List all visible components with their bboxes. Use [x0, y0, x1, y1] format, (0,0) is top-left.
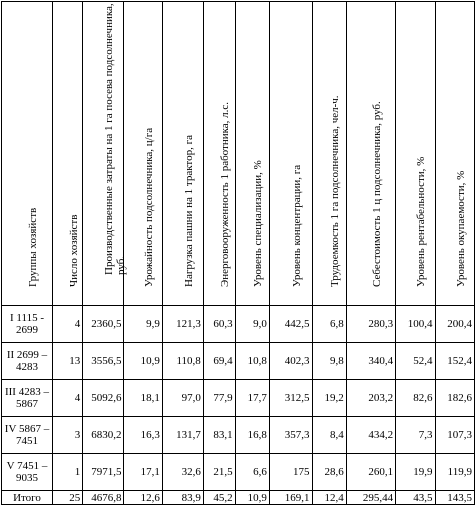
table-cell: 9,9 [124, 306, 162, 343]
header-production-costs: Производственные затраты на 1 га посева подсолнечника, руб. [83, 2, 124, 306]
group-cell: V 7451 – 9035 [2, 454, 53, 491]
table-cell: 19,9 [396, 454, 435, 491]
table-cell: 16,8 [235, 417, 269, 454]
table-cell: 7971,5 [83, 454, 124, 491]
table-cell: 107,3 [435, 417, 475, 454]
table-cell: 121,3 [162, 306, 203, 343]
table-row [2, 343, 475, 380]
table-cell: 6,6 [235, 454, 269, 491]
table-cell: 312,5 [269, 380, 312, 417]
table-cell: 119,9 [435, 454, 475, 491]
table-cell: 13 [52, 343, 82, 380]
table-row [2, 454, 475, 491]
group-cell: IV 5867 – 7451 [2, 417, 53, 454]
table-cell: 17,1 [124, 454, 162, 491]
header-yield: Урожайность подсолнечника, ц/га [124, 2, 162, 306]
table-cell: 52,4 [396, 343, 435, 380]
table-cell: 4 [52, 380, 82, 417]
table-cell: 9,8 [312, 343, 346, 380]
table-cell: 16,3 [124, 417, 162, 454]
table-cell: 442,5 [269, 306, 312, 343]
total-cell: 10,9 [235, 491, 269, 505]
table-cell: 110,8 [162, 343, 203, 380]
total-cell: 25 [52, 491, 82, 505]
total-cell: 12,6 [124, 491, 162, 505]
table-cell: 83,1 [203, 417, 235, 454]
table-cell: 1 [52, 454, 82, 491]
table-cell: 60,3 [203, 306, 235, 343]
header-cost-price: Себестоимость 1 ц подсолнечника, руб. [346, 2, 395, 306]
table-cell: 28,6 [312, 454, 346, 491]
header-profitability: Уровень рентабельности, % [396, 2, 435, 306]
table-cell: 19,2 [312, 380, 346, 417]
table-cell: 7,3 [396, 417, 435, 454]
total-cell: 143,5 [435, 491, 475, 505]
table-row [2, 380, 475, 417]
table-cell: 260,1 [346, 454, 395, 491]
farm-groups-table [1, 1, 475, 505]
header-labor-intensity: Трудоемкость 1 га подсолнечника, чел-ч. [312, 2, 346, 306]
table-cell: 357,3 [269, 417, 312, 454]
header-concentration: Уровень концентрации, га [269, 2, 312, 306]
header-payback: Уровень окупаемости, % [435, 2, 475, 306]
header-power-per-worker: Энерговооруженность 1 работника, л.с. [203, 2, 235, 306]
table-cell: 100,4 [396, 306, 435, 343]
table-cell: 152,4 [435, 343, 475, 380]
table-cell: 434,2 [346, 417, 395, 454]
total-cell: 169,1 [269, 491, 312, 505]
table-cell: 182,6 [435, 380, 475, 417]
total-cell: 83,9 [162, 491, 203, 505]
group-cell: III 4283 – 5867 [2, 380, 53, 417]
table-cell: 3556,5 [83, 343, 124, 380]
table-cell: 5092,6 [83, 380, 124, 417]
table-cell: 131,7 [162, 417, 203, 454]
table-cell: 10,8 [235, 343, 269, 380]
header-specialization: Уровень специализации, % [235, 2, 269, 306]
total-cell: 43,5 [396, 491, 435, 505]
table-cell: 21,5 [203, 454, 235, 491]
table-cell: 340,4 [346, 343, 395, 380]
table-cell: 2360,5 [83, 306, 124, 343]
header-tractor-load: Нагрузка пашни на 1 трактор, га [162, 2, 203, 306]
group-cell: II 2699 – 4283 [2, 343, 53, 380]
table-cell: 4 [52, 306, 82, 343]
table-cell: 18,1 [124, 380, 162, 417]
table-cell: 6830,2 [83, 417, 124, 454]
table-cell: 280,3 [346, 306, 395, 343]
group-cell: I 1115 - 2699 [2, 306, 53, 343]
header-row [2, 2, 475, 306]
table-cell: 9,0 [235, 306, 269, 343]
table-cell: 32,6 [162, 454, 203, 491]
total-cell: 12,4 [312, 491, 346, 505]
table-cell: 10,9 [124, 343, 162, 380]
total-cell: 45,2 [203, 491, 235, 505]
header-farm-count: Число хозяйств [52, 2, 82, 306]
table-cell: 8,4 [312, 417, 346, 454]
table-cell: 6,8 [312, 306, 346, 343]
table-cell: 97,0 [162, 380, 203, 417]
table-cell: 69,4 [203, 343, 235, 380]
table-cell: 200,4 [435, 306, 475, 343]
table-cell: 175 [269, 454, 312, 491]
total-cell: 295,44 [346, 491, 395, 505]
table-cell: 203,2 [346, 380, 395, 417]
table-row [2, 417, 475, 454]
total-row [2, 491, 475, 505]
table-row [2, 306, 475, 343]
table-cell: 402,3 [269, 343, 312, 380]
header-groups: Группы хозяйств [2, 2, 53, 306]
total-cell: 4676,8 [83, 491, 124, 505]
table-cell: 17,7 [235, 380, 269, 417]
table-cell: 82,6 [396, 380, 435, 417]
table-cell: 77,9 [203, 380, 235, 417]
table-cell: 3 [52, 417, 82, 454]
total-label: Итого [2, 491, 53, 505]
